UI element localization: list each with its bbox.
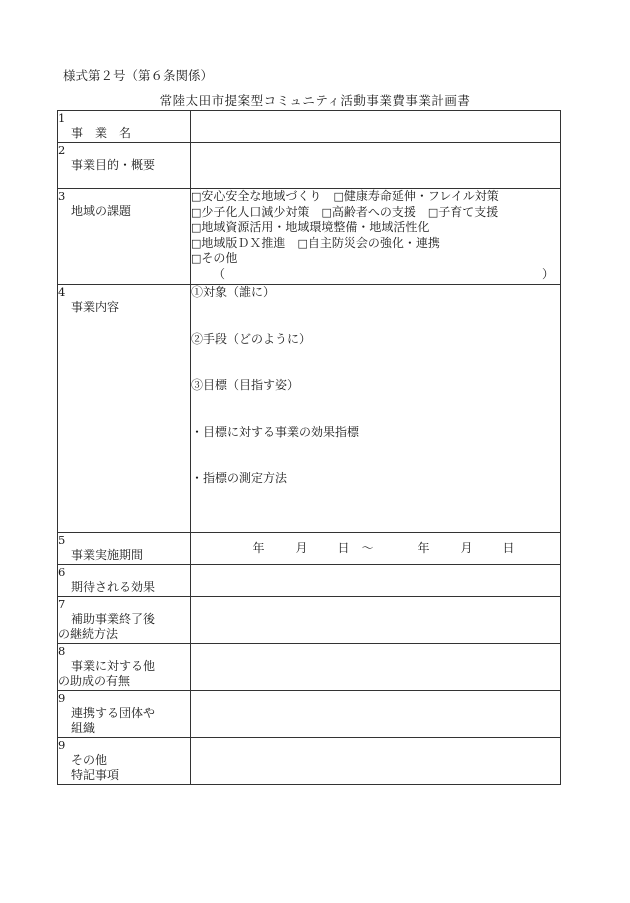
checkbox[interactable]: □ bbox=[321, 205, 332, 219]
field-period[interactable] bbox=[191, 533, 561, 565]
row-purpose bbox=[58, 143, 561, 189]
row-number: 1 bbox=[58, 111, 66, 125]
row-other-grants bbox=[58, 644, 561, 691]
field-local-issues bbox=[191, 189, 561, 285]
end-month: 月 bbox=[460, 541, 473, 555]
row-number: 6 bbox=[58, 565, 66, 579]
start-month: 月 bbox=[295, 541, 308, 555]
label-partners-1: 連携する団体や bbox=[71, 706, 156, 720]
item-indicator: ・目標に対する事業の効果指標 bbox=[191, 424, 360, 439]
row-local-issues bbox=[58, 189, 561, 285]
field-purpose[interactable] bbox=[191, 143, 561, 189]
row-effect bbox=[58, 565, 561, 597]
row-continuation bbox=[58, 597, 561, 644]
label-remarks-1: その他 bbox=[71, 753, 108, 767]
checkbox[interactable]: □ bbox=[333, 190, 344, 203]
field-effect[interactable] bbox=[191, 565, 561, 597]
item-target: ①対象（誰に） bbox=[191, 285, 276, 299]
row-number: 4 bbox=[58, 285, 66, 299]
item-goal: ③目標（目指す姿） bbox=[191, 378, 300, 392]
label-project-name: 事 業 名 bbox=[71, 126, 132, 140]
field-continuation[interactable] bbox=[191, 597, 561, 644]
row-number: 9 bbox=[58, 738, 66, 752]
paren-close: ） bbox=[541, 266, 554, 281]
label-local-issues: 地域の課題 bbox=[71, 204, 132, 218]
checkbox[interactable]: □ bbox=[297, 236, 308, 250]
row-project-name bbox=[58, 111, 561, 143]
checkbox[interactable]: □ bbox=[191, 236, 202, 250]
label-period: 事業実施期間 bbox=[71, 548, 144, 562]
row-number: 3 bbox=[58, 189, 66, 203]
other-input-parens[interactable] bbox=[191, 267, 560, 283]
field-project-name[interactable] bbox=[191, 111, 561, 143]
label-content: 事業内容 bbox=[71, 300, 120, 314]
field-remarks[interactable] bbox=[191, 738, 561, 785]
option-label: 自主防災会の強化・連携 bbox=[307, 235, 440, 250]
field-partners[interactable] bbox=[191, 691, 561, 738]
label-remarks-2: 特記事項 bbox=[71, 768, 120, 782]
option-label: 地域資源活用・地域環境整備・地域活性化 bbox=[201, 220, 430, 234]
form-number: 様式第２号（第６条関係） bbox=[63, 68, 214, 83]
label-other-grants-1: 事業に対する他 bbox=[71, 659, 156, 673]
label-continuation-2: の継続方法 bbox=[58, 627, 119, 641]
option-label: 子育て支援 bbox=[438, 204, 499, 219]
row-remarks bbox=[58, 738, 561, 785]
field-content[interactable] bbox=[191, 285, 561, 533]
end-year: 年 bbox=[417, 541, 430, 555]
row-period bbox=[58, 533, 561, 565]
label-effect: 期待される効果 bbox=[71, 580, 156, 594]
option-label: 地域版ＤＸ推進 bbox=[201, 235, 286, 250]
row-number: 9 bbox=[58, 691, 66, 705]
plan-form-table bbox=[57, 110, 561, 785]
item-measurement: ・指標の測定方法 bbox=[191, 471, 288, 485]
row-number: 5 bbox=[58, 533, 66, 547]
label-purpose: 事業目的・概要 bbox=[71, 158, 156, 172]
checkbox[interactable]: □ bbox=[191, 221, 202, 234]
document-title: 常陸太田市提案型コミュニティ活動事業費事業計画書 bbox=[159, 93, 471, 108]
option-label: 高齢者への支援 bbox=[331, 204, 416, 219]
start-day: 日 bbox=[337, 541, 350, 555]
row-content bbox=[58, 285, 561, 533]
tilde: ～ bbox=[361, 541, 374, 555]
checkbox[interactable]: □ bbox=[191, 205, 202, 219]
row-number: 7 bbox=[58, 597, 66, 611]
paren-open: （ bbox=[213, 266, 226, 281]
label-partners-2: 組織 bbox=[71, 721, 96, 735]
item-means: ②手段（どのように） bbox=[191, 331, 312, 346]
option-label: 少子化人口減少対策 bbox=[201, 204, 310, 219]
option-label: 安心安全な地域づくり bbox=[201, 189, 322, 203]
option-label: 健康寿命延伸・フレイル対策 bbox=[343, 189, 499, 203]
checkbox[interactable]: □ bbox=[427, 205, 439, 219]
option-label: その他 bbox=[201, 251, 238, 265]
field-other-grants[interactable] bbox=[191, 644, 561, 691]
end-day: 日 bbox=[502, 541, 515, 555]
row-number: 8 bbox=[58, 644, 66, 658]
label-other-grants-2: の助成の有無 bbox=[58, 674, 131, 688]
start-year: 年 bbox=[252, 541, 265, 555]
checkbox[interactable]: □ bbox=[191, 252, 202, 265]
checkbox[interactable]: □ bbox=[191, 190, 202, 203]
row-partners bbox=[58, 691, 561, 738]
label-continuation-1: 補助事業終了後 bbox=[71, 612, 156, 626]
row-number: 2 bbox=[58, 143, 66, 157]
